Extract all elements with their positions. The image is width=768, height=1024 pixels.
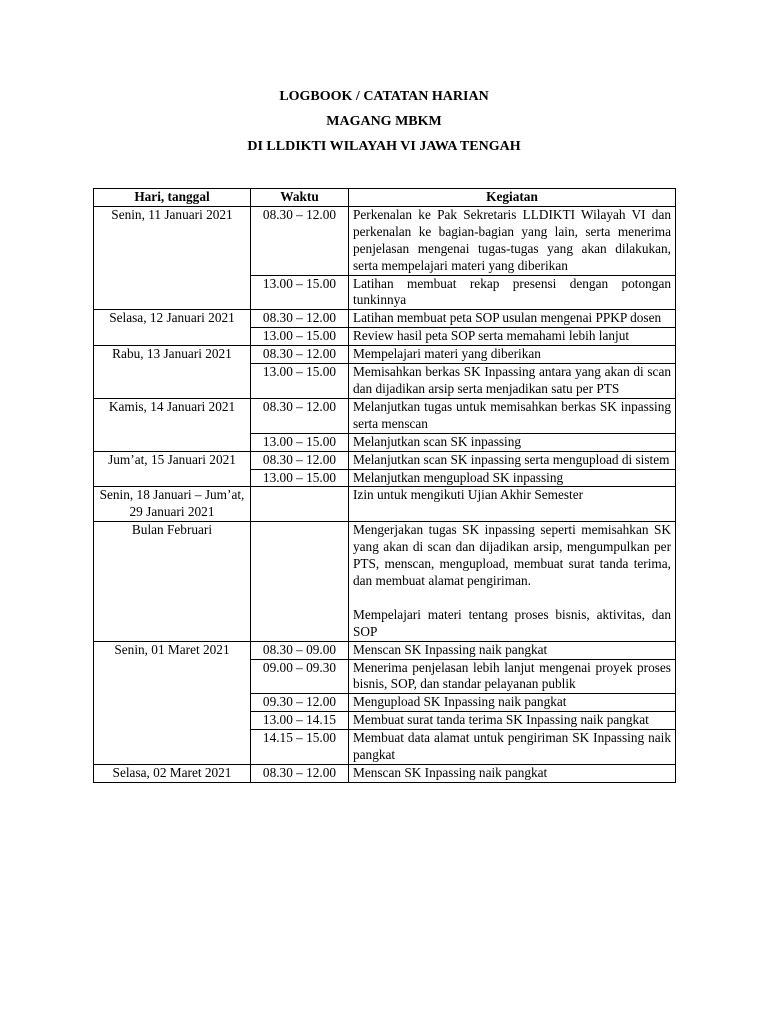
time-cell: 13.00 – 15.00: [251, 275, 349, 310]
time-cell: 08.30 – 12.00: [251, 451, 349, 469]
table-row: [94, 398, 676, 433]
time-cell: [251, 487, 349, 522]
paragraph-gap: [353, 590, 671, 607]
date-cell: Selasa, 02 Maret 2021: [94, 765, 251, 783]
column-header-date: Hari, tanggal: [94, 189, 251, 207]
date-cell: Senin, 18 Januari – Jum’at, 29 Januari 2021: [94, 487, 251, 522]
activity-cell: Melanjutkan scan SK inpassing: [349, 433, 676, 451]
doc-title: LOGBOOK / CATATAN HARIAN: [279, 89, 489, 104]
date-cell: Selasa, 12 Januari 2021: [94, 310, 251, 346]
date-cell: Senin, 11 Januari 2021: [94, 206, 251, 309]
time-cell: 08.30 – 12.00: [251, 398, 349, 433]
time-cell: 14.15 – 15.00: [251, 730, 349, 765]
column-header-activity: Kegiatan: [349, 189, 676, 207]
time-cell: 09.00 – 09.30: [251, 659, 349, 694]
table-row: [94, 346, 676, 364]
table-row: [94, 451, 676, 469]
activity-cell: Melanjutkan tugas untuk memisahkan berkas SK inpassing serta menscan: [349, 398, 676, 433]
time-cell: 13.00 – 15.00: [251, 364, 349, 399]
table-row: [94, 522, 676, 641]
time-cell: 13.00 – 14.15: [251, 712, 349, 730]
activity-cell: Melanjutkan scan SK inpassing serta mengupload di sistem: [349, 451, 676, 469]
activity-cell: Melanjutkan mengupload SK inpassing: [349, 469, 676, 487]
time-cell: 09.30 – 12.00: [251, 694, 349, 712]
table-header-row: [94, 189, 676, 207]
time-cell: [251, 522, 349, 641]
activity-cell: Menscan SK Inpassing naik pangkat: [349, 765, 676, 783]
table-row: [94, 206, 676, 275]
time-cell: 13.00 – 15.00: [251, 469, 349, 487]
date-cell: Bulan Februari: [94, 522, 251, 641]
activity-cell: Latihan membuat peta SOP usulan mengenai PPKP dosen: [349, 310, 676, 328]
table-row: [94, 310, 676, 328]
activity-cell: Latihan membuat rekap presensi dengan potongan tunkinnya: [349, 275, 676, 310]
doc-subtitle: MAGANG MBKM: [326, 114, 442, 129]
time-cell: 08.30 – 09.00: [251, 641, 349, 659]
activity-cell: Membuat surat tanda terima SK Inpassing naik pangkat: [349, 712, 676, 730]
time-cell: 08.30 – 12.00: [251, 346, 349, 364]
activity-cell: Mengupload SK Inpassing naik pangkat: [349, 694, 676, 712]
time-cell: 08.30 – 12.00: [251, 765, 349, 783]
activity-cell: [349, 522, 676, 641]
activity-cell: Menerima penjelasan lebih lanjut mengenai proyek proses bisnis, SOP, dan standar pelayanan publik: [349, 659, 676, 694]
time-cell: 13.00 – 15.00: [251, 328, 349, 346]
activity-cell: Menscan SK Inpassing naik pangkat: [349, 641, 676, 659]
activity-paragraph: Mempelajari materi tentang proses bisnis, aktivitas, dan SOP: [353, 606, 671, 639]
date-cell: Rabu, 13 Januari 2021: [94, 346, 251, 399]
date-cell: Jum’at, 15 Januari 2021: [94, 451, 251, 487]
column-header-time: Waktu: [251, 189, 349, 207]
activity-cell: Izin untuk mengikuti Ujian Akhir Semester: [349, 487, 676, 522]
activity-cell: Perkenalan ke Pak Sekretaris LLDIKTI Wilayah VI dan perkenalan ke bagian-bagian yang lain, serta menerima penjelasan mengenai tugas-tugas yang akan dilakukan, serta mempelajari materi yang diberikan: [349, 206, 676, 275]
activity-cell: Memisahkan berkas SK Inpassing antara yang akan di scan dan dijadikan arsip serta menjadikan satu per PTS: [349, 364, 676, 399]
activity-cell: Mempelajari materi yang diberikan: [349, 346, 676, 364]
logbook-table: [93, 188, 676, 783]
date-cell: Kamis, 14 Januari 2021: [94, 398, 251, 451]
activity-cell: Review hasil peta SOP serta memahami lebih lanjut: [349, 328, 676, 346]
table-row: [94, 641, 676, 659]
activity-paragraph: Mengerjakan tugas SK inpassing seperti memisahkan SK yang akan di scan dan dijadikan arsip, mengumpulkan per PTS, menscan, mengupload, membuat surat tanda terima, dan membuat alamat pengiriman.: [353, 522, 671, 588]
time-cell: 08.30 – 12.00: [251, 206, 349, 275]
date-cell: Senin, 01 Maret 2021: [94, 641, 251, 764]
table-row: [94, 765, 676, 783]
doc-location: DI LLDIKTI WILAYAH VI JAWA TENGAH: [247, 139, 521, 154]
activity-cell: Membuat data alamat untuk pengiriman SK Inpassing naik pangkat: [349, 730, 676, 765]
time-cell: 08.30 – 12.00: [251, 310, 349, 328]
time-cell: 13.00 – 15.00: [251, 433, 349, 451]
table-row: [94, 487, 676, 522]
